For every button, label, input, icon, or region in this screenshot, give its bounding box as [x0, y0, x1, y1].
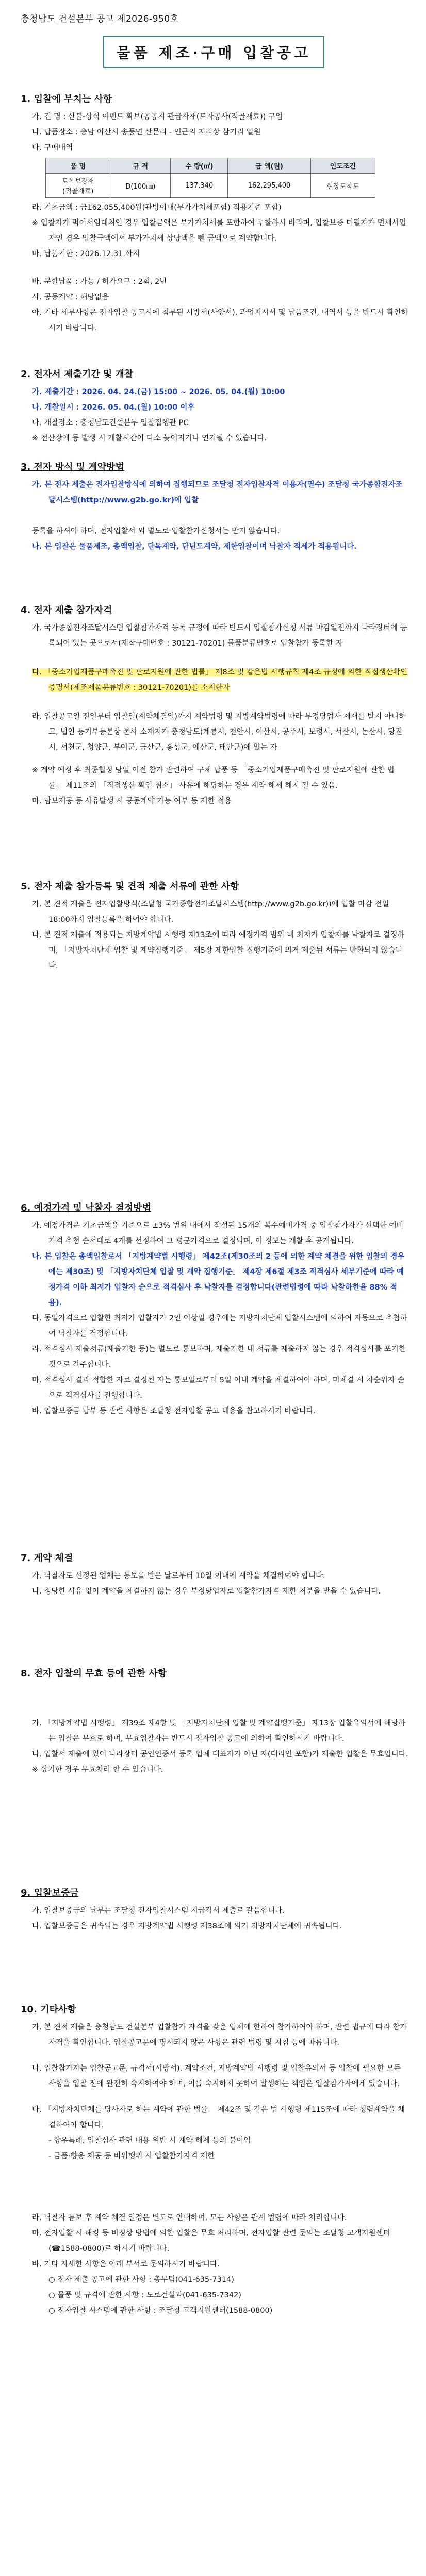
invalid-b: 나. 입찰서 제출에 있어 나라장터 공인인증서 등록 업체 대표자가 아닌 자(대리인 포함)가 제출한 입찰은 무효입니다. — [32, 1750, 408, 1758]
registration-b: 나. 본 견적 제출에 적용되는 지방계약법 시행령 제13조에 따라 예정가격 범위 내 최저가 입찰자를 낙찰자로 결정하며, 「지방자치단체 입찰 및 계약집행기준」 제5장 제한입찰 집행기준에 의거 제출된 서류는 반환되지 않습니다. — [32, 931, 405, 970]
section-9-heading: 9. 입찰보증금 — [21, 1888, 79, 1899]
contact-item: ○ 전자입찰 시스템에 관한 사항 : 조달청 고객지원센터(1588-0800) — [48, 2307, 273, 2315]
misc-a: 가. 본 견적 제출은 충청남도 건설본부 입찰참가 자격을 갖춘 업체에 한하여 참가하여야 하며, 관련 법규에 따라 참가자격을 확인합니다. 입찰공고문에 명시되지 않은 사항은 관련 법령 및 지침 등에 따릅니다. — [32, 2023, 407, 2047]
section-6-body — [32, 1218, 408, 1419]
registration-note: 등록을 하셔야 하며, 전자입찰서 외 별도로 입찰참가신청서는 반지 않습니다. — [32, 527, 280, 535]
price-a: 가. 예정가격은 기초금액을 기준으로 ±3% 범위 내에서 작성된 15개의 복수예비가격 중 입찰참가자가 선택한 예비가격 추첨 순서대로 4개를 선정하여 그 평균가격으로 결정되며, 이 정보는 개찰 후 공개됩니다. — [32, 1222, 404, 1245]
submission-period: 가. 제출기간 : 2026. 04. 24.(금) 15:00 ~ 2026. 05. 04.(월) 10:00 — [32, 388, 285, 396]
deposit-a: 가. 입찰보증금의 납부는 조달청 전자입찰시스템 지급각서 제출로 갈음합니다. — [32, 1907, 285, 1915]
section-5-body — [32, 896, 408, 974]
integrity-item: - 금품·향응 제공 등 비위행위 시 입찰참가자격 제한 — [48, 2152, 215, 2160]
invalid-a: 가. 「지방계약법 시행령」 제39조 제4항 및 「지방자치단체 입찰 및 계약집행기준」 제13장 입찰유의서에 해당하는 입찰은 무효로 하며, 무효입찰자는 반드시 전자입찰 공고에 의하여 확인하시기 바랍니다. — [32, 1719, 406, 1743]
announcement-number: 충청남도 건설본부 공고 제2026-950호 — [21, 14, 179, 24]
section-9-body — [32, 1903, 408, 1934]
table-row — [46, 174, 375, 198]
table-cell: 162,295,400 — [228, 174, 310, 198]
deposit-b: 나. 입찰보증금은 귀속되는 경우 지방계약법 시행령 제38조에 의거 지방자치단체에 귀속됩니다. — [32, 1922, 342, 1930]
table-cell: D(100㎜) — [110, 174, 171, 198]
section-3-body — [32, 477, 408, 554]
qualification-d: 라. 입찰공고일 전일부터 입찰일(계약체결일)까지 계약법령 및 지방계약법령에 따라 부정당업자 제재를 받지 아니하고, 법인 등기부등본상 본사 소재지가 충청남도(계룡시, 천안시, 아산시, 공주시, 보령시, 서산시, 논산시, 당진시, 서천군, 청양군, 부여군, 금산군, 홍성군, 예산군, 태안군)에 있는 자 — [32, 713, 406, 752]
bid-type: 나. 본 입찰은 물품제조, 총액입찰, 단독계약, 단년도계약, 제한입찰이며 낙찰자 적세가 적용됩니다. — [32, 543, 357, 551]
bidding-system-note: 가. 본 전자 제출은 전자입찰방식에 의하여 집행되므로 조달청 전자입찰자격 이용자(필수) 조달청 국가종합전자조달시스템(http://www.g2b.go.kr)에 입찰 — [32, 481, 403, 504]
table-header: 인도조건 — [310, 158, 375, 174]
opening-place: 다. 개찰장소 : 충청남도건설본부 입찰집행관 PC — [32, 419, 189, 427]
qualification-c: 다. 「중소기업제품구매촉진 및 판로지원에 관한 법률」 제8조 및 같은법 시행규칙 제4조 규정에 의한 직접생산확인증명서(제조제품분류번호 : 30121-70201)를 소지한자 — [32, 668, 408, 692]
price-b: 나. 본 입찰은 총액입찰로서 「지방계약법 시행령」 제42조(제30조의 2 등에 의한 계약 체결을 위한 입찰의 경우에는 제30조) 및 「지방자치단체 입찰 및 계약 집행기준」 제4장 제6절 제3조 적격심사 세부기준에 따라 예정가격 이하 최저가 입찰자 순으로 적격심사 후 낙찰자를 결정합니다(관련법령에 따라 낙찰하한율 88% 적용). — [32, 1252, 405, 1307]
registration-a: 가. 본 견적 제출은 전자입찰방식(조달청 국가종합전자조달시스템(http://www.g2b.go.kr))에 입찰 마감 전일 18:00까지 입찰등록을 하여야 합니다. — [32, 900, 389, 924]
misc-d: 라. 낙찰자 통보 후 계약 체결 일정은 별도로 안내하며, 모든 사항은 관계 법령에 따라 처리합니다. — [32, 2214, 347, 2222]
table-header-row — [46, 158, 375, 174]
purchase-details-label: 다. 구매내역 — [32, 144, 73, 152]
section-10-heading: 10. 기타사항 — [21, 2004, 76, 2015]
price-e: 마. 적격심사 결과 적합한 자로 결정된 자는 통보일로부터 5일 이내 계약을 체결하여야 하며, 미체결 시 차순위자 순으로 적격심사를 진행합니다. — [32, 1376, 405, 1400]
item-name: 가. 건 명 : 산불-상식 이벤트 확보(공공지 관급자재(토자공사(적골재료)) 구입 — [32, 113, 283, 121]
misc-e: 마. 전자입찰 시 해킹 등 비정상 방법에 의한 입찰은 무효 처리하며, 전자입찰 관련 문의는 조달청 고객지원센터(☎1588-0800)로 하시기 바랍니다. — [32, 2229, 390, 2253]
section-2-heading: 2. 전자서 제출기간 및 개찰 — [21, 369, 134, 380]
opening-datetime: 나. 개찰일시 : 2026. 05. 04.(월) 10:00 이후 — [32, 403, 195, 412]
section-8-body — [32, 1716, 408, 1777]
price-d: 라. 적격심사 제출서류(제출기한 등)는 별도로 통보하며, 제출기한 내 서류를 제출하지 않는 경우 적격심사를 포기한 것으로 간주합니다. — [32, 1345, 406, 1369]
joint-contract: 사. 공동계약 : 해당없음 — [32, 293, 109, 301]
table-cell: 토목보강재 (적골재료) — [46, 174, 110, 198]
system-failure-note: ※ 전산장애 등 발생 시 개찰시간이 다소 늦어지거나 연기될 수 있습니다. — [32, 434, 267, 443]
other-details: 아. 기타 세부사항은 전자입찰 공고시에 첨부된 시방서(사양서), 과업지시서 및 납품조건, 내역서 등을 반드시 확인하시기 바랍니다. — [32, 309, 408, 332]
price-f: 바. 입찰보증금 납부 등 관련 사항은 조달청 전자입찰 공고 내용을 참고하시기 바랍니다. — [32, 1407, 316, 1415]
page-title: 물품 제조·구매 입찰공고 — [116, 44, 312, 61]
invalid-note: ※ 상기한 경우 무효처리 할 수 있습니다. — [32, 1766, 163, 1774]
vat-note: ※ 입찰자가 먹어서임대처인 경우 입찰금액은 부가가치세를 포함하여 투찰하시 바라며, 입찰보증 미필자가 면세사업자인 경우 입찰금액에서 부가가치세 상당액을 뺀 금액으로 계약함니다. — [32, 219, 406, 243]
misc-c: 다. 「지방자치단체를 당사자로 하는 계약에 관한 법률」 제42조 및 같은 법 시행령 제115조에 따라 청렴계약을 체결하여야 합니다. — [32, 2106, 405, 2129]
base-price: 라. 기초금액 : 금162,055,400원(관방이내(부가가치세포함) 적용기준 포함) — [32, 204, 282, 212]
contact-list — [32, 2272, 408, 2318]
section-1-heading: 1. 입찰에 부치는 사항 — [21, 94, 112, 105]
contract-b: 나. 정당한 사유 없이 계약을 체결하지 않는 경우 부정당업자로 입찰참가자격 제한 처분을 받을 수 있습니다. — [32, 1587, 381, 1596]
section-7-heading: 7. 계약 체결 — [21, 1553, 73, 1564]
section-6-heading: 6. 예정가격 및 낙찰자 결정방법 — [21, 1202, 152, 1213]
table-header: 수 량(㎡) — [171, 158, 228, 174]
contact-item: ○ 물품 및 규격에 관한 사항 : 도로건설과(041-635-7342) — [48, 2291, 241, 2299]
qualification-e: 마. 담보제공 등 사유발생 시 공동계약 가능 여부 등 제한 적용 — [32, 797, 232, 805]
purchase-table — [45, 158, 375, 198]
table-header: 규 격 — [110, 158, 171, 174]
contact-item: ○ 전자 제출 공고에 관한 사항 : 총무팀(041-635-7314) — [48, 2276, 234, 2284]
title-box — [103, 36, 324, 68]
section-1-body — [32, 109, 408, 156]
integrity-item: - 향우특례, 입찰심사 관련 내용 위반 시 계약 해제 등의 불이익 — [48, 2137, 251, 2145]
section-1-body-2 — [32, 200, 408, 336]
delivery-place: 나. 납품장소 : 충남 아산시 송풍면 산문리 - 인근의 지리상 삼거리 일원 — [32, 128, 261, 137]
section-8-heading: 8. 전자 입찰의 무효 등에 관한 사항 — [21, 1668, 167, 1679]
qualification-note: ※ 계약 예정 후 최종협정 당일 이전 참가 관련하여 구체 납품 등 「중소기업제품구매촉진 및 판로지원에 관한 법률」 제11조의 「직접생산 확인 취소」 사유에 해당하는 경우 계약 해제 해지 될 수 있음. — [32, 766, 395, 790]
section-3-heading: 3. 전자 방식 및 계약방법 — [21, 462, 124, 472]
table-header: 금 액(원) — [228, 158, 310, 174]
delivery-deadline: 마. 납품기한 : 2026.12.31.까지 — [32, 250, 140, 258]
section-4-heading: 4. 전자 제출 참가자격 — [21, 605, 112, 616]
table-header: 품 명 — [46, 158, 110, 174]
contract-a: 가. 낙찰자로 선정된 업체는 통보를 받은 날로부터 10일 이내에 계약을 체결하여야 합니다. — [32, 1572, 325, 1580]
section-4-body — [32, 620, 408, 809]
table-cell: 137,340 — [171, 174, 228, 198]
split-delivery: 바. 분할납품 : 가능 / 허가요구 : 2회, 2년 — [32, 278, 167, 286]
price-c: 다. 동일가격으로 입찰한 최저가 입찰자가 2인 이상일 경우에는 지방자치단체 입찰시스템에 의하여 자동으로 추첨하여 낙찰자를 결정합니다. — [32, 1314, 407, 1338]
table-cell: 현장도착도 — [310, 174, 375, 198]
section-10-body — [32, 2020, 408, 2318]
section-7-body — [32, 1568, 408, 1599]
misc-b: 나. 입찰참가자는 입찰공고문, 규격서(시방서), 계약조건, 지방계약법 시행령 및 입찰유의서 등 입찰에 필요한 모든 사항을 입찰 전에 완전히 숙지하여야 하며, 이를 숙지하지 못하여 발생하는 책임은 입찰참가자에게 있습니다. — [32, 2064, 401, 2088]
qualification-a: 가. 국가종합전자조달시스템 입찰참가자격 등록 규정에 따라 반드시 입찰참가신청 서류 마감일전까지 나라장터에 등록되어 있는 곳으로서(제작구매번호 : 30121-70201) 물품분류번호로 입찰참가 등록한 자 — [32, 624, 407, 648]
section-5-heading: 5. 전자 제출 참가등록 및 견적 제출 서류에 관한 사항 — [21, 881, 239, 892]
misc-f: 바. 기타 자세한 사항은 아래 부서로 문의하시기 바랍니다. — [32, 2260, 220, 2268]
section-2-body — [32, 384, 408, 446]
